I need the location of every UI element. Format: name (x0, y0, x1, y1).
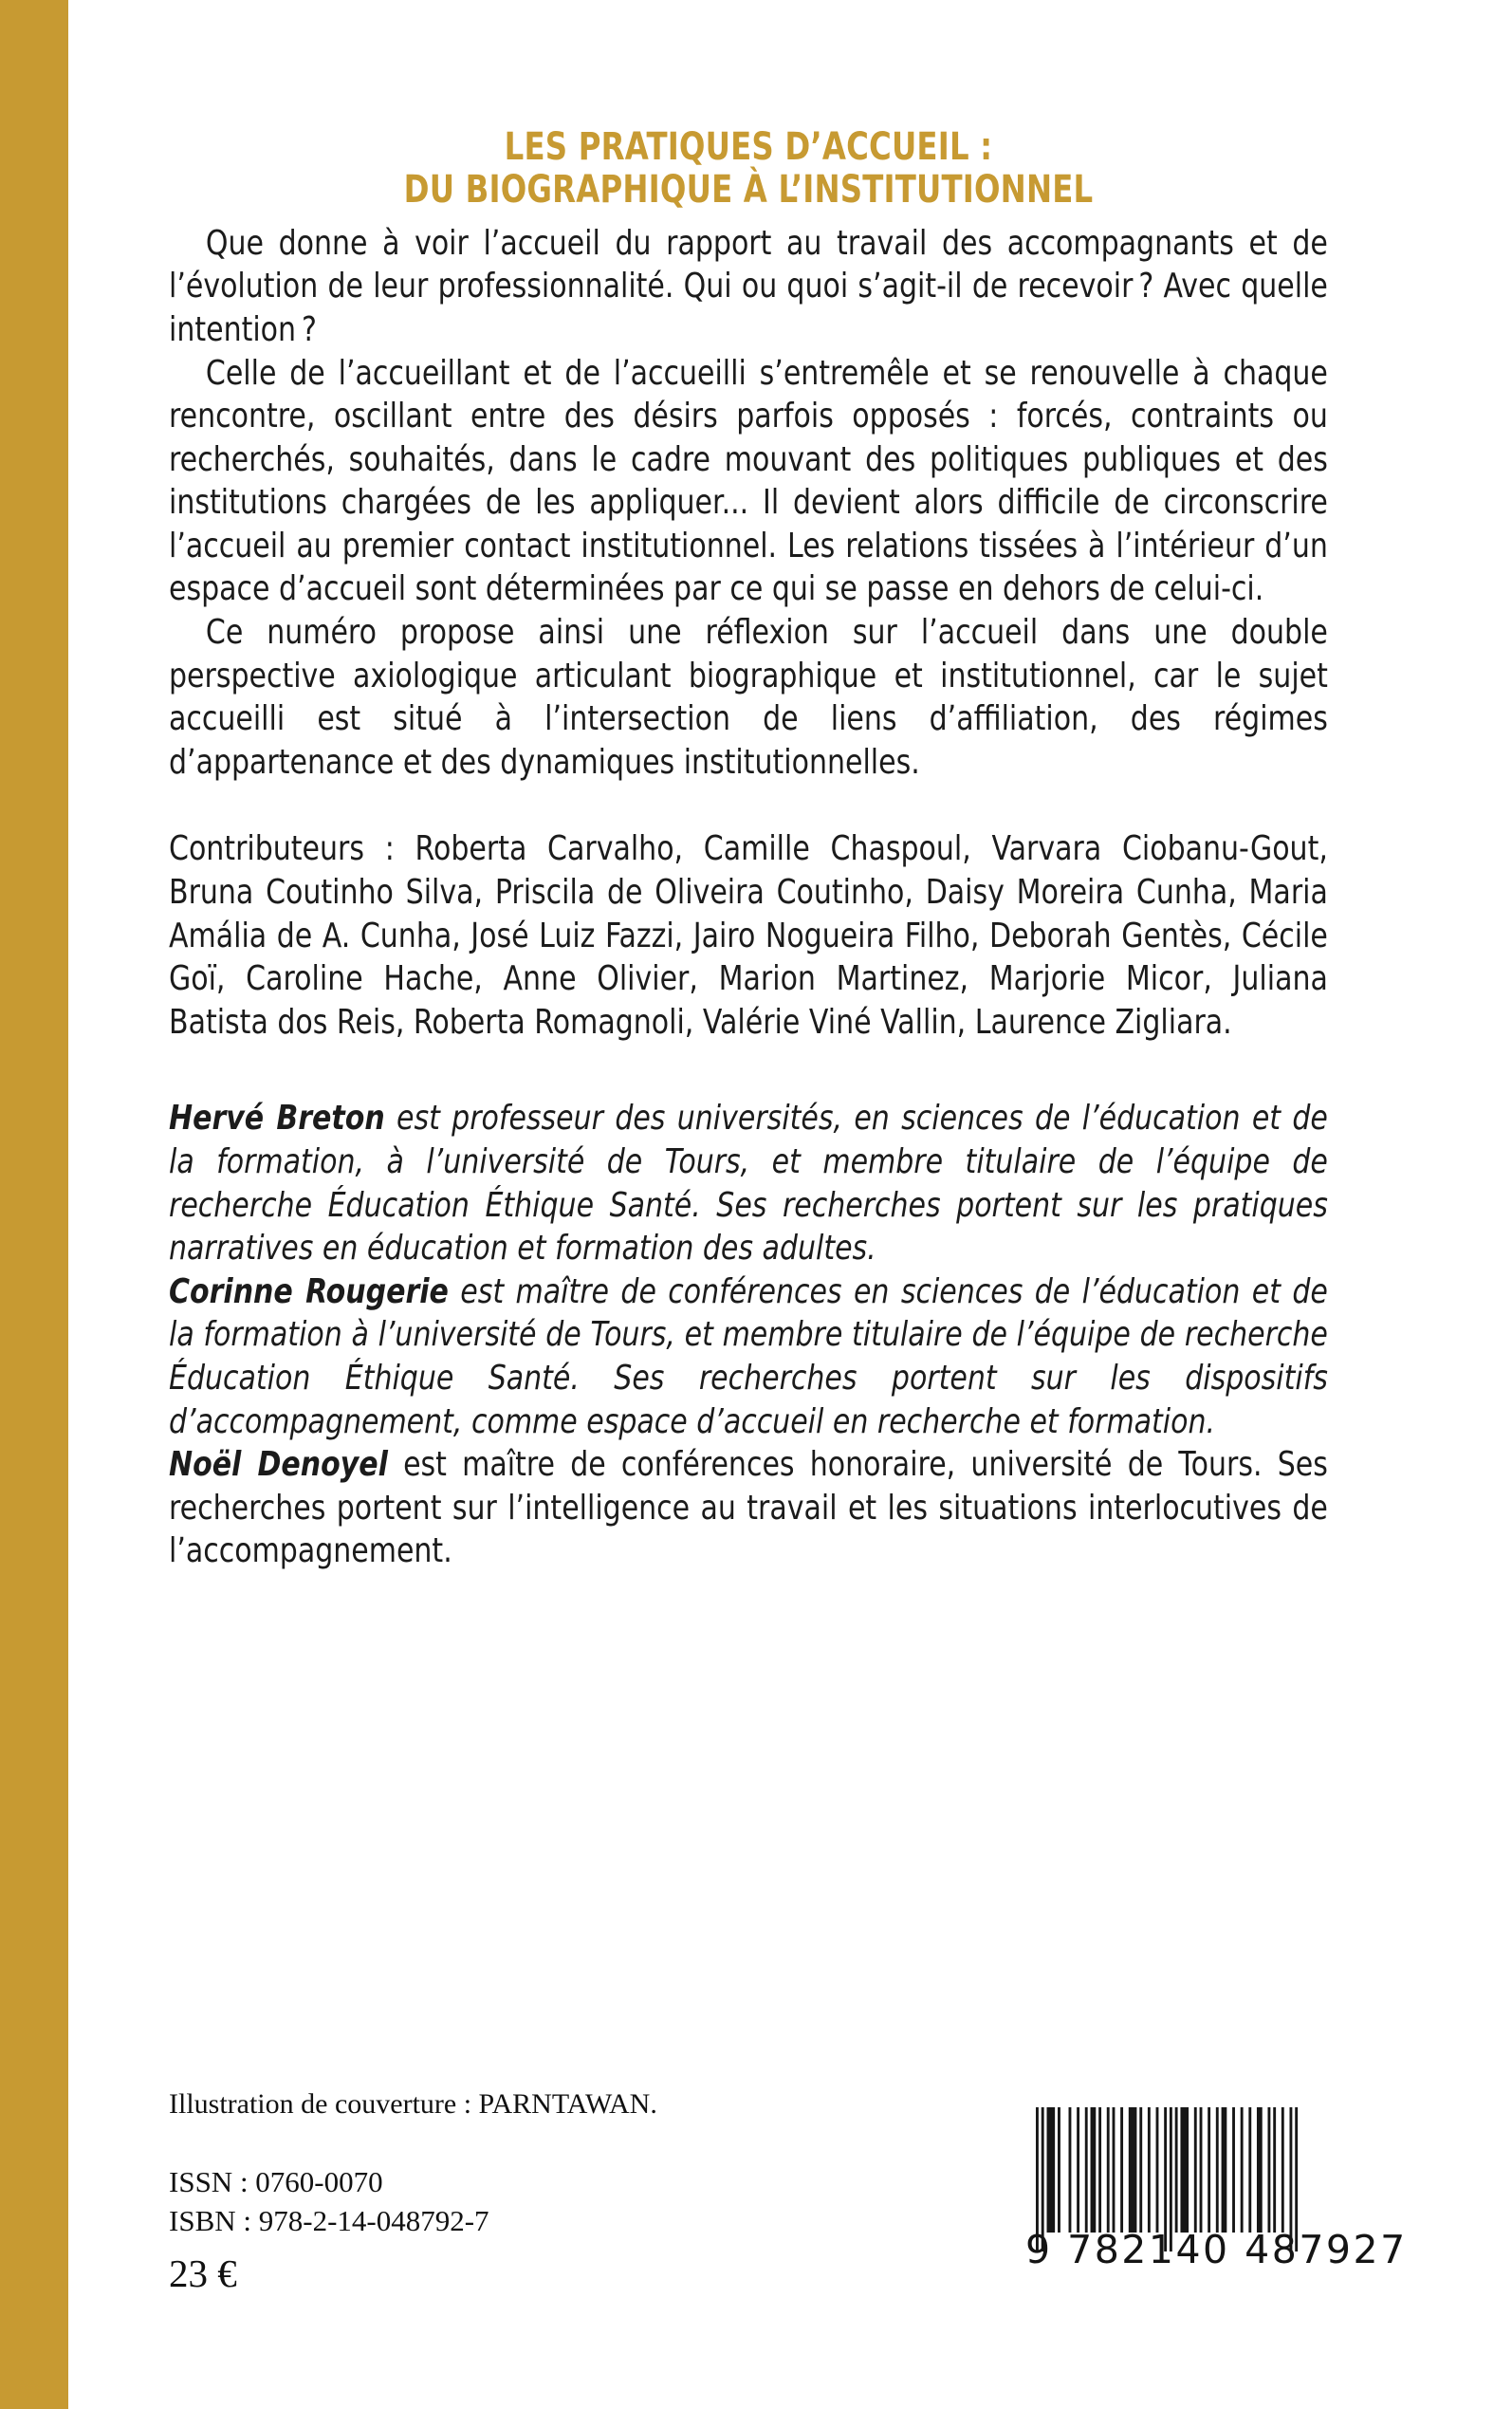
bio-noel-denoyel (169, 1443, 1328, 1573)
gold-spine-bar (0, 0, 68, 2409)
bio-name-noel-denoyel: Noël Denoyel (169, 1445, 388, 1485)
bio-body-herve-breton: est professeur des universités, en sciences de l’éducation et de la formation, à l’université de Tours, et membre titulaire de l’équipe de recherche Éducation Éthique Santé. Ses recherches portent sur les pratiques narratives en éducation et formation des adultes. (169, 1099, 1328, 1269)
bio-corinne-rougerie (169, 1270, 1328, 1443)
contributors-list: Contributeurs : Roberta Carvalho, Camille Chaspoul, Varvara Ciobanu-Gout, Bruna Coutinho Silva, Priscila de Oliveira Coutinho, Daisy Moreira Cunha, Maria Amália de A. Cunha, José Luiz Fazzi, Jairo Nogueira Filho, Deborah Gentès, Cécile Goï, Caroline Hache, Anne Olivier, Marion Martinez, Marjorie Micor, Juliana Batista dos Reis, Roberta Romagnoli, Valérie Viné Vallin, Laurence Zigliara. (169, 829, 1328, 1042)
bio-name-corinne-rougerie: Corinne Rougerie (169, 1271, 449, 1311)
barcode (1014, 2107, 1408, 2272)
title-line-2: DU BIOGRAPHIQUE À L’INSTITUTIONNEL (403, 166, 1094, 213)
issn-value: ISSN : 0760-0070 (169, 2165, 383, 2198)
title-line-1: LES PRATIQUES D’ACCUEIL : (504, 123, 993, 169)
bios-text-column (169, 1097, 1328, 1573)
contributors-section (169, 827, 1328, 1044)
contributors-text-column (169, 827, 1328, 1044)
bio-herve-breton (169, 1097, 1328, 1269)
bio-body-noel-denoyel: est maître de conférences honoraire, université de Tours. Ses recherches portent sur l’intelligence au travail et les situations interlocutives de l’accompagnement. (169, 1445, 1328, 1571)
colophon-section (169, 2087, 890, 2298)
blurb-paragraph-3: Ce numéro propose ainsi une réflexion sur l’accueil dans une double perspective axiologique articulant biographique et institutionnel, car le sujet accueilli est situé à l’intersection de liens d’affiliation, des régimes d’appartenance et des dynamiques institutionnelles. (169, 613, 1328, 782)
cover-illustration-credit: Illustration de couverture : PARNTAWAN. (169, 2088, 657, 2120)
blurb-section (169, 222, 1328, 785)
price-value: 23 € (169, 2251, 237, 2295)
blurb-paragraph-1: Que donne à voir l’accueil du rapport au travail des accompagnants et de l’évolution de leur professionnalité. Qui ou quoi s’agit-il de recevoir ? Avec quelle intention ? (169, 223, 1328, 349)
bio-body-corinne-rougerie: est maître de conférences en sciences de l’éducation et de la formation à l’université de Tours, et membre titulaire de l’équipe de recherche Éducation Éthique Santé. Ses recherches portent sur les dispositifs d’accompagnement, comme espace d’accueil en recherche et formation. (169, 1271, 1328, 1441)
blurb-paragraph-2: Celle de l’accueillant et de l’accueilli s’entremêle et se renouvelle à chaque rencontre, oscillant entre des désirs parfois opposés : forcés, contraints ou recherchés, souhaités, dans le cadre mouvant des politiques publiques et des institutions chargées de les appliquer... Il devient alors difficile de circonscrire l’accueil au premier contact institutionnel. Les relations tissées à l’intérieur d’un espace d’accueil sont déterminées par ce qui se passe en dehors de celui-ci. (169, 353, 1328, 609)
back-cover-content (169, 0, 1408, 2409)
bio-name-herve-breton: Hervé Breton (169, 1099, 385, 1139)
isbn-value: ISBN : 978-2-14-048792-7 (169, 2203, 489, 2237)
author-bios-section (169, 1097, 1328, 1573)
blurb-text-column (169, 222, 1328, 785)
page-title (285, 125, 1212, 212)
barcode-digits: 9 782140 487927 (1025, 2227, 1408, 2272)
